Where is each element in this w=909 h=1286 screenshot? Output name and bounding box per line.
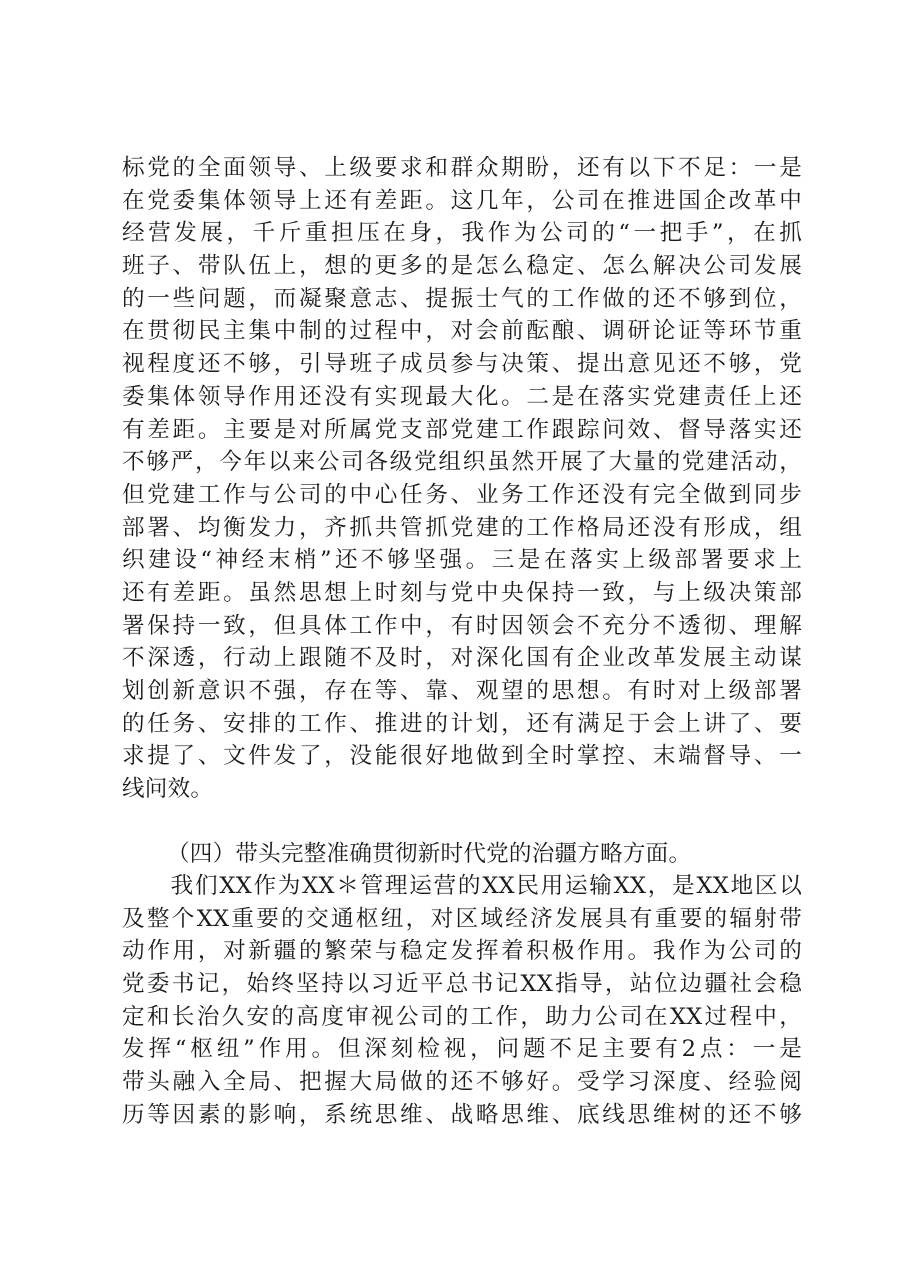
text-line: 带头融入全局、把握大局做的还不够好。受学习深度、经验阅 [122, 1069, 802, 1096]
text-line: 不够严，今年以来公司各级党组织虽然开展了大量的党建活动， [122, 449, 802, 476]
text-line: 的任务、安排的工作、推进的计划，还有满足于会上讲了、要 [122, 710, 802, 737]
text-line: 织建设“神经末梢”还不够坚强。三是在落实上级部署要求上 [122, 547, 802, 574]
text-line: 署保持一致，但具体工作中，有时因领会不充分不透彻、理解 [122, 612, 802, 639]
text-line: 划创新意识不强，存在等、靠、观望的思想。有时对上级部署 [122, 678, 802, 704]
text-line: 历等因素的影响，系统思维、战略思维、底线思维树的还不够 [122, 1101, 802, 1128]
text-line: 但党建工作与公司的中心任务、业务工作还没有完全做到同步 [122, 481, 802, 508]
text-line: 有差距。主要是对所属党支部党建工作跟踪问效、督导落实还 [122, 416, 802, 443]
text-line: 在党委集体领导上还有差距。这几年，公司在推进国企改革中 [122, 187, 802, 214]
text-line: 发挥“枢纽”作用。但深刻检视，问题不足主要有2点：一是 [122, 1036, 802, 1063]
paragraph-shortcomings [122, 152, 802, 806]
text-line: 定和长治久安的高度审视公司的工作，助力公司在XX过程中， [122, 1003, 802, 1030]
text-line: 在贯彻民主集中制的过程中，对会前酝酿、调研论证等环节重 [122, 318, 802, 345]
text-line: 经营发展，千斤重担压在身，我作为公司的“一把手”，在抓 [122, 220, 802, 247]
text-line: 党委书记，始终坚持以习近平总书记XX指导，站位边疆社会稳 [122, 971, 802, 998]
text-line: 标党的全面领导、上级要求和群众期盼，还有以下不足：一是 [122, 155, 802, 181]
text-line: 不深透，行动上跟随不及时，对深化国有企业改革发展主动谋 [122, 645, 802, 672]
section-heading [122, 838, 802, 871]
text-line: 动作用，对新疆的繁荣与稳定发挥着积极作用。我作为公司的 [122, 938, 802, 965]
text-line: 班子、带队伍上，想的更多的是怎么稳定、怎么解决公司发展 [122, 253, 802, 280]
text-line: 视程度还不够，引导班子成员参与决策、提出意见还不够，党 [122, 351, 802, 378]
paragraph-governance [122, 870, 802, 1132]
text-line: 线问效。 [122, 776, 214, 803]
text-line: 部署、均衡发力，齐抓共管抓党建的工作格局还没有形成，组 [122, 514, 802, 541]
text-line: 还有差距。虽然思想上时刻与党中央保持一致，与上级决策部 [122, 579, 802, 606]
text-line: 求提了、文件发了，没能很好地做到全时掌控、末端督导、一 [122, 743, 802, 770]
heading-text: （四）带头完整准确贯彻新时代党的治疆方略方面。 [167, 841, 692, 867]
text-line: 我们XX作为XX＊管理运营的XX民用运输XX，是XX地区以 [122, 873, 802, 899]
text-line: 委集体领导作用还没有实现最大化。二是在落实党建责任上还 [122, 383, 802, 410]
text-line: 的一些问题，而凝聚意志、提振士气的工作做的还不够到位， [122, 285, 802, 312]
text-line: 及整个XX重要的交通枢纽，对区域经济发展具有重要的辐射带 [122, 905, 802, 932]
